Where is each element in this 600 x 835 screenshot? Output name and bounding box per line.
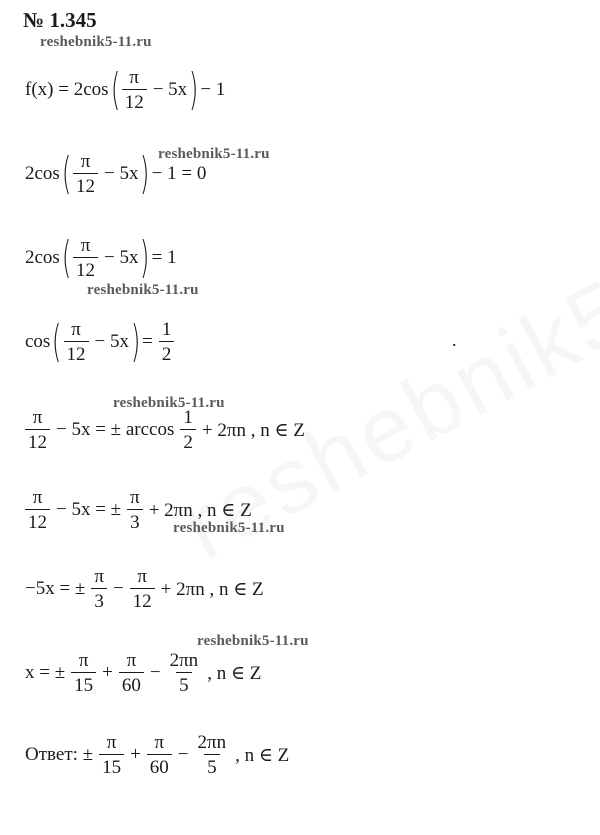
problem-number: № 1.345 — [23, 8, 97, 32]
fraction — [99, 733, 124, 777]
numerator: π — [80, 151, 91, 172]
fraction — [71, 651, 96, 695]
numerator: π — [129, 67, 139, 88]
expr-text: + — [130, 744, 141, 765]
equation-line-6 — [22, 488, 255, 532]
expr-text: − 5x — [104, 247, 139, 268]
left-paren: ( — [52, 316, 62, 367]
watermark-text: reshebnik5-11.ru — [197, 633, 309, 649]
expr-text: 2cos — [25, 163, 60, 184]
right-paren: ) — [140, 148, 150, 199]
watermark-text: reshebnik5-11.ru — [113, 395, 225, 411]
expr-text: , n ∈ Z — [207, 662, 262, 684]
equation-line-4 — [22, 316, 177, 367]
expr-text: = 1 — [151, 247, 177, 268]
fraction — [195, 733, 230, 777]
equation-line-1 — [22, 64, 228, 115]
fraction — [167, 651, 202, 695]
expr-text: − 5x = ± arccos — [56, 419, 175, 440]
expr-text: − 1 = 0 — [151, 163, 207, 184]
watermark-text: reshebnik5-11.ru — [158, 146, 270, 162]
numerator: 1 — [161, 319, 172, 340]
denominator: 12 — [25, 429, 50, 452]
expr-text: , n ∈ Z — [235, 744, 290, 766]
fraction — [159, 320, 175, 364]
numerator: π — [154, 732, 165, 753]
expr-text: x = ± — [25, 662, 66, 683]
equation-line-3 — [22, 232, 180, 283]
expr-text: − — [149, 662, 161, 683]
numerator: π — [78, 650, 89, 671]
watermark-text: reshebnik5-11.ru — [40, 34, 152, 50]
numerator: π — [106, 732, 117, 753]
answer-line — [22, 733, 292, 777]
denominator: 3 — [91, 588, 107, 611]
left-paren: ( — [61, 148, 72, 199]
numerator: π — [80, 235, 91, 256]
expr-text: + 2πn , n ∈ Z — [148, 499, 252, 521]
expr-text: − 5x = ± — [56, 499, 122, 520]
stray-dot: . — [452, 330, 457, 350]
denominator: 12 — [122, 89, 147, 112]
fraction — [147, 733, 172, 777]
numerator: 2πn — [169, 650, 199, 671]
fraction — [25, 408, 50, 452]
watermark-text: reshebnik5-11.ru — [173, 520, 285, 536]
denominator: 2 — [180, 429, 196, 452]
expr-text: cos — [25, 331, 51, 352]
answer-text: Ответ: ± — [25, 744, 94, 765]
denominator: 12 — [130, 588, 155, 611]
equation-line-7 — [22, 567, 267, 611]
denominator: 5 — [204, 754, 220, 777]
right-paren: ) — [140, 232, 150, 283]
fraction — [73, 236, 98, 280]
numerator: π — [32, 487, 43, 508]
denominator: 3 — [127, 509, 143, 532]
numerator: 1 — [183, 407, 193, 428]
numerator: π — [32, 407, 43, 428]
numerator: π — [126, 650, 137, 671]
denominator: 12 — [64, 341, 89, 364]
fraction — [130, 567, 155, 611]
expr-text: = — [142, 331, 153, 352]
watermark-text: reshebnik5-11.ru — [87, 282, 199, 298]
expr-text: + 2πn , n ∈ Z — [201, 419, 305, 441]
right-paren: ) — [130, 316, 141, 367]
denominator: 60 — [119, 672, 144, 695]
expr-text: 2cos — [25, 247, 60, 268]
fraction — [73, 152, 98, 196]
fraction — [180, 408, 196, 452]
expr-text: f(x) = 2cos — [25, 79, 109, 100]
expr-text: + 2πn , n ∈ Z — [160, 578, 264, 600]
denominator: 12 — [73, 257, 98, 280]
expr-text: − 5x — [104, 163, 139, 184]
fraction — [122, 68, 147, 112]
numerator: π — [71, 319, 81, 340]
fraction — [25, 488, 50, 532]
expr-text: − — [177, 744, 189, 765]
expr-text: − 5x — [94, 331, 129, 352]
numerator: π — [130, 487, 140, 508]
denominator: 12 — [25, 509, 50, 532]
fraction — [127, 488, 143, 532]
denominator: 5 — [176, 672, 192, 695]
numerator: π — [137, 566, 147, 587]
left-paren: ( — [110, 64, 120, 115]
expr-text: − 5x — [152, 79, 188, 100]
equation-line-2 — [22, 148, 209, 199]
denominator: 12 — [73, 173, 98, 196]
right-paren: ) — [189, 64, 199, 115]
denominator: 2 — [159, 341, 175, 364]
left-paren: ( — [61, 232, 72, 283]
expr-text: + — [102, 662, 113, 683]
expr-text: − 1 — [200, 79, 226, 100]
denominator: 15 — [99, 754, 124, 777]
equation-line-5 — [22, 408, 308, 452]
denominator: 60 — [147, 754, 172, 777]
denominator: 15 — [71, 672, 96, 695]
expr-text: −5x = ± — [25, 578, 86, 599]
expr-text: − — [112, 578, 124, 599]
fraction — [91, 567, 107, 611]
numerator: 2πn — [197, 732, 227, 753]
fraction — [64, 320, 89, 364]
numerator: π — [94, 566, 104, 587]
fraction — [119, 651, 144, 695]
equation-line-8 — [22, 651, 264, 695]
